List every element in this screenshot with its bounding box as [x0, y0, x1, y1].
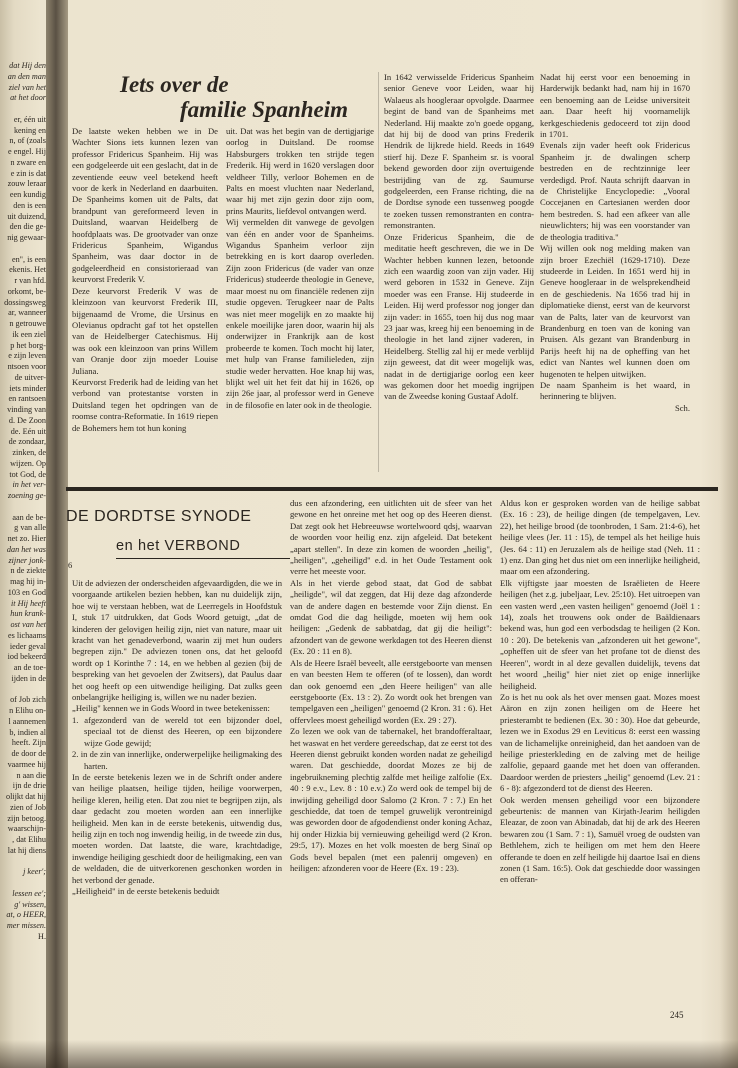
- paragraph: Zo lezen we ook van de tabernakel, het brandofferaltaar, het waswat en het verdere gereedschap, dat ze eerst tot des Heeren dienst gebruikt konden worden nadat ze geheiligd waren. Dat geschiedde, doordat Mozes ze bij de ingebruikneming plechtig zalfde met heilige zalfolie (Ex. 40 : 9 e.v., Lev. 8 : 10 e.v.) Zo werd ook de tempel bij de inwijding geheiligd door Salomo (2 Kron. 7 : 7.) En het geschiedde, dat toen de tempel gruwelijk verontreinigd was geworden door de afgodendienst onder koning Achaz, hij onder Hizkia bij vernieuwing geheiligd werd (2 Kron. 29:5, 17). Mozes en het volk moesten de berg Sinaï op Gods bevel bepalen (met een palenrij omgeven) en heiligen: afzonderen voor de Heere (Ex. 19 : 23).: [290, 726, 492, 873]
- previous-page-edge: [0, 60, 46, 960]
- margin-fragment: vinding van: [7, 405, 46, 414]
- margin-fragment: zijner jonk-: [8, 555, 46, 565]
- margin-fragment: p het borg-: [10, 340, 46, 350]
- paragraph: Wij vermelden dit vanwege de gevolgen van één en ander voor de Spanheims. Wigandus Spanheim verloor zijn betrekking en is kort daarop overleden. Zijn zoon Fridericus (de vader van onze Fridericus) studeerde theologie in Geneve, maar moest nu om financiële redenen zijn studie opgeven. Terugkeer naar de Palts was niet meer mogelijk en zo maakte hij enkele moeilijke jaren door, waarin hij als onderwijzer in Frankrijk aan de kost probeerde te komen. Toch mocht hij later, met hulp van Franse familieleden, zijn studie weder hervatten. Hoe knap hij was, blijkt wel uit het feit dat hij in 1626, op zijn 26e jaar, al professor werd in Geneve in de filosofie en later ook in de theologie.: [226, 217, 374, 410]
- column-divider: [378, 72, 379, 472]
- paragraph: Ook werden mensen geheiligd voor een bijzondere gebeurtenis: de mannen van Kirjath-Jearim heiligden Eleazar, de zoon van Abinadab, dat hij de ark des Heeren bewaren zou (1 Sam. 7 : 1), Samuël vroeg de oudsten van Bethlehem, zich te heiligen om met hem den Heere offerande te doen en zelf heiligde hij daartoe Isaï en diens zonen (1 Sam. 16:5). Ook dat geschiedde door wassingen en offeran-: [500, 794, 700, 885]
- spanheim-column-1: [72, 126, 218, 434]
- paragraph: dus een afzondering, een uitlichten uit de sfeer van het gewone en het onreine met het oog op des Heeren dienst. Dat zegt ook het Hebreeuwse wortelwoord qdsj, waarvan de woorden voor heilig enz. zijn afgeleid. Dat betekent „apart stellen". In deze zin komen de woorden „heilig", „heiligen", „geheiligd" e.d. in het Oude Testament ook verre het meeste voor.: [290, 498, 492, 577]
- spanheim-title-line1: Iets over de: [120, 72, 229, 97]
- margin-fragment: b, indien al: [9, 727, 46, 737]
- page-number: 245: [670, 1010, 684, 1020]
- dordt-subtitle: en het VERBOND: [116, 538, 241, 554]
- margin-fragment: ziel van het: [8, 82, 46, 92]
- margin-fragment: er, één uit: [13, 114, 46, 124]
- margin-fragment: mag hij in-: [10, 577, 46, 586]
- subtitle-underline: [116, 558, 290, 559]
- installment-number: 6: [68, 560, 73, 570]
- margin-fragment: orkomt, be-: [7, 286, 46, 296]
- margin-fragment: en", is een: [11, 254, 46, 264]
- margin-fragment: d. De Zoon: [8, 415, 46, 425]
- margin-fragment: en rantsoen: [8, 394, 46, 404]
- spanheim-column-3: [384, 72, 534, 403]
- dordt-column-3: [500, 498, 700, 886]
- margin-fragment: an de toe-: [13, 663, 46, 672]
- margin-fragment: nig gewaar-: [7, 233, 46, 242]
- margin-fragment: of Job zich: [10, 695, 46, 705]
- margin-fragment: den is een: [13, 200, 46, 210]
- margin-fragment: ntsoen voor: [7, 362, 46, 371]
- paragraph: „Heiligheid" in de eerste betekenis beduidt: [72, 885, 220, 896]
- margin-fragment: at, o HEER,: [6, 910, 46, 920]
- margin-fragment: g van alle: [14, 523, 46, 533]
- list-item: 1. afgezonderd van de wereld tot een bijzonder doel, speciaal tot de dienst des Heeren, op een bijzondere wijze Gode gewijd;: [72, 714, 282, 748]
- margin-fragment: tot God, de: [9, 469, 46, 479]
- margin-fragment: in het ver-: [12, 480, 46, 490]
- paragraph: Elk vijftigste jaar moesten de Israëlieten de Heere heiligen (het z.g. jubeljaar, Lev. 25:10). Het uitroepen van een vasten werd „een vasten heiligen" genoemd (Joël 1 : 14), zoals het trouwens ook onder de Baäldienaars bekend was, hun god een verbodsdag te heiligen (2 Kon. 10 : 20). De betekenis van „afzonderen uit het gewone", „opheffen uit de sfeer van het profane tot de dienst des Heeren", wordt in al deze gevallen duidelijk, tevens dat het woord „heilig" hier niet ziet op enige innerlijke heiligheid.: [500, 577, 700, 691]
- paragraph: uit. Dat was het begin van de dertigjarige oorlog in Duitsland. De roomse Habsburgers trokken ten strijde tegen Frederik. Hij werd in 1620 verslagen door veldheer Tilly, verloor Bohemen en de Palts en moest vluchten naar Nederland, waar hij met zijn gezin door zijn oom, prins Maurits, liefdevol ontvangen werd.: [226, 126, 374, 216]
- margin-fragment: H.: [38, 931, 46, 941]
- margin-fragment: n, of (zoals: [9, 136, 46, 146]
- margin-fragment: ieder geval: [9, 641, 46, 651]
- paragraph: In 1642 verwisselde Fridericus Spanheim senior Geneve voor Leiden, waar hij Walaeus als hoogleraar opvolgde. Daarmee begint de band van de Spanheims met Nederland. Hij maakte zo'n goede opgang, dat hij bij de dood van prins Frederik Hendrik de lijkrede hield. Reeds in 1649 stierf hij. Deze F. Spanheim sr. is vooral bekend geworden door zijn overtuigende bestrijding van de zg. Saumurse godgeleerden, een Franse richting, die na de Dordtse synode een tussenweg poogde te zoeken tussen remonstranten en contra-remonstranten.: [384, 72, 534, 231]
- margin-fragment: e zin is dat: [10, 168, 46, 178]
- margin-fragment: de zondaar,: [8, 437, 46, 447]
- margin-fragment: den die ge-: [9, 222, 46, 232]
- margin-fragment: zien of Job: [10, 802, 46, 812]
- margin-fragment: g' wissen,: [14, 899, 46, 909]
- margin-fragment: vaarmee hij: [7, 759, 46, 769]
- margin-fragment: e engel. Hij: [8, 147, 46, 156]
- paragraph: Als in het vierde gebod staat, dat God de sabbat „heiligde", wil dat zeggen, dat Hij deze dag afzonderde van de andere dagen en bestemde voor Zijn dienst. En omdat God die dag heiligde, moeten wij hem ook heiligen: „Gedenk de sabbatdag, dat gij die heiligt": afzondert van de gewone werkdagen tot des Heeren dienst (Ex. 20 : 11 en 8).: [290, 577, 492, 657]
- margin-fragment: dossingsweg: [4, 297, 46, 307]
- margin-fragment: heeft. Zijn: [11, 738, 46, 748]
- paragraph: Aldus kon er gesproken worden van de heilige sabbat (Ex. 16 : 23), de heilige dingen (de tempelgaven, Lev. 22), het heilige brood (de toonbroden, 1 Sam. 21:4-6), het heilige vlees (Jer. 11 : 15), de tempel als het heilige huis (Jes. 64 : 11) en Jeruzalem als de heilige stad (Neh. 11 : 1) enz. Dan ging het dus niet om een innerlijke heiligheid, maar om een afzondering.: [500, 498, 700, 577]
- margin-fragment: ik een ziel: [12, 329, 46, 339]
- paragraph: Uit de adviezen der onderscheiden afgevaardigden, die we in voorgaande artikelen bezien hebben, kan nu duidelijk zijn, hoe wij te verstaan hebben, wat de Leerregels in Hoofdstuk I, stuk 17 uitdrukken, dat Gods Woord getuigt, „dat de kinderen der gelovigen heilig zijn, niet van nature, maar uit kracht van het genadeverbond, waarin zij met hun ouders begrepen zijn." De adviezen tonen ons, dat het geloofd wordt op 1 Korinthe 7 : 14, en we hebben al gezien (bij de bespreking van het gevoelen der Zwitsers), dat Paulus daar het oog heeft op een uitwendige heiliging. Dat zulks geen onbelangrijke heiliging is, willen we nu nader bezien.: [72, 578, 282, 703]
- bottom-shadow: [0, 1040, 738, 1068]
- margin-fragment: aan de be-: [12, 512, 46, 522]
- margin-fragment: de door de: [11, 749, 46, 758]
- paragraph: Onze Fridericus Spanheim, die de meditatie heeft geschreven, die we in De Wachter hebben kunnen lezen, betoonde zich een waardig zoon van zijn vader. Hij werd geboren in 1532 in Geneve. Zijn moeder was een Franse. Hij studeerde in Leiden. Hij werd professor nog jonger dan zijn vader: in 1655, toen hij dus nog maar 23 jaar was, kreeg hij een benoeming in de theologie in het land zijner vaderen, in Heidelberg. Stellig zal hij er mede verblijd zijn geweest, dat dit weer mogelijk was, nadat in de dertigjarige oorlog een keer was gekomen door het moedig ingrijpen van de Zweedse koning Gustaaf Adolf.: [384, 231, 534, 402]
- margin-fragment: kening en: [13, 125, 46, 135]
- dordt-title: DE DORDTSE SYNODE: [66, 508, 252, 525]
- margin-fragment: n getrouwe: [9, 319, 46, 328]
- margin-fragment: zoening ge-: [8, 491, 46, 500]
- margin-fragment: ar, wanneer: [8, 308, 46, 318]
- paragraph: „Heilig" kennen we in Gods Woord in twee betekenissen:: [72, 703, 270, 714]
- margin-fragment: lat hij diens: [7, 845, 46, 855]
- paragraph: Keurvorst Frederik had de leiding van het verbond van protestantse vorsten in Duitsland tegen het opdringen van de roomse contra-Reformatie. In 1619 riepen de Bohemers hem tot hun koning: [72, 376, 218, 433]
- paragraph: Deze keurvorst Frederik V was de kleinzoon van keurvorst Frederik III, bijgenaamd de Vrome, die Ursinus en Olevianus opdracht gaf tot het opstellen van de Heidelberger Catechismus. Hij was ook een kleinzoon van prins Willem van Oranje door zijn moeder Louise Juliana.: [72, 285, 218, 376]
- list-item: 2. in de zin van innerlijke, onderwerpelijke heiligmaking des harten.: [72, 749, 282, 771]
- margin-fragment: 103 en God: [7, 587, 46, 597]
- margin-fragment: zinken, de: [12, 448, 46, 457]
- margin-fragment: hun krank-: [10, 609, 46, 619]
- margin-fragment: at het door: [10, 93, 46, 103]
- margin-fragment: ijn de drie: [12, 781, 46, 791]
- paragraph: Evenals zijn vader heeft ook Fridericus Spanheim jr. de dwalingen scherp bestreden en de rechtzinnige leer verdedigd. Prof. Nauta schrijft daarvan in de Christelijke Encyclopedie: „Vooral Coccejanen en Cartesianen werden door hem bestreden. S. had een afkeer van alle nieuwlichters; hij was een voorstander van de theologia traditiva.": [540, 140, 690, 242]
- margin-fragment: e zijn leven: [8, 351, 46, 361]
- margin-fragment: l aannemen: [8, 716, 46, 726]
- margin-fragment: n zware en: [10, 157, 46, 167]
- margin-fragment: n Elihu on-: [9, 706, 46, 715]
- signature: Sch.: [674, 402, 690, 413]
- margin-fragment: dat Hij den: [9, 61, 46, 70]
- margin-fragment: an den man: [7, 71, 46, 81]
- spanheim-title-line2: familie Spanheim: [180, 97, 349, 122]
- paragraph: De naam Spanheim is het waard, in herinnering te blijven.: [540, 379, 690, 402]
- paragraph: Nadat hij eerst voor een benoeming in Harderwijk bedankt had, nam hij in 1670 een benoeming aan de Leidse universiteit aan. Daar heeft hij voornamelijk kerkgeschiedenis gedoceerd tot zijn dood in 1701.: [540, 72, 690, 140]
- paragraph: Wij willen ook nog melding maken van zijn broer Ezechiël (1629-1710). Deze studeerde in Leiden. In 1651 werd hij in Geneve hoogleraar in de welsprekendheid en de geschiedenis. Na 1656 trad hij in diplomatieke dienst, eerst van de keurvorst van de Palts, later van de keurvorst van Brandenburg en toen van de koning van Pruisen. Als gezant van Brandenburg in Parijs heeft hij na de opheffing van het edict van Nantes wel kunnen doen om hugenoten te helpen uitwijken.: [540, 243, 690, 379]
- margin-fragment: ijden in de: [11, 673, 46, 683]
- section-rule: [66, 487, 718, 491]
- margin-fragment: een kundig: [9, 190, 46, 199]
- margin-fragment: lessen ee';: [12, 888, 46, 898]
- margin-fragment: de uitver-: [14, 372, 46, 382]
- margin-fragment: n aan die: [16, 770, 46, 780]
- margin-fragment: olijkt dat hij: [5, 792, 46, 801]
- margin-fragment: , dat Elihu: [12, 835, 46, 844]
- margin-fragment: zijn betoog.: [7, 813, 46, 823]
- margin-fragment: es lichaams: [8, 630, 46, 640]
- margin-fragment: iets minder: [9, 383, 46, 393]
- margin-fragment: waarschijn-: [7, 824, 46, 834]
- binding-gutter: [46, 0, 68, 1068]
- margin-fragment: r van hfd.: [14, 276, 46, 285]
- margin-fragment: dan het was: [6, 544, 46, 554]
- paragraph: Zo is het nu ook als het over mensen gaat. Mozes moest Aäron en zijn zonen heiligen om de Heere het priesterambt te bedienen (Ex. 30 : 30). Hoe dat gebeurde, lezen we in Exodus 29 en Leviticus 8: eerst een wassing van de lichamelijke onreinigheid, dan het aandoen van de heilige priesterkleding en de zalving met de heilige zalfolie, gepaard gaande met het doen van offeranden. Daardoor werden de priesters „heilig" genoemd (Lev. 21 : 6 - 8): afgezonderd tot de dienst des Heeren.: [500, 691, 700, 794]
- spanheim-column-2: [226, 126, 374, 411]
- margin-fragment: it Hij heeft: [10, 598, 46, 608]
- margin-fragment: uit duizend,: [7, 211, 46, 221]
- spanheim-column-4: [540, 72, 690, 414]
- margin-fragment: zouw leraar: [7, 179, 46, 189]
- dordt-column-2: [290, 498, 492, 874]
- margin-fragment: ost van het: [10, 620, 46, 629]
- margin-fragment: mer missen.: [6, 921, 46, 930]
- margin-fragment: iod bekeerd: [7, 652, 46, 662]
- margin-fragment: de. Eén uit: [10, 426, 46, 436]
- paragraph: De laatste weken hebben we in De Wachter Sions iets kunnen lezen van professor Fridericus Spanheim. Hij was een godgeleerde uit een geslacht, dat in de zeventiende eeuw veel betekend heeft voor de kerk in Nederland en daarbuiten. De Spanheims komen uit de Palts, dat brandpunt van gereformeerd leven in Duitsland, waarvan Heidelberg de hoofdplaats was. De grootvader van onze Fridericus Spanheim, Wigandus Spanheim, was daar doctor in de godgeleerdheid en consistorieraad van keurvorst Frederik V.: [72, 126, 218, 285]
- margin-fragment: n de ziekte: [10, 566, 46, 576]
- margin-fragment: ekenis. Het: [9, 265, 46, 275]
- dordt-column-1: [72, 578, 282, 897]
- margin-fragment: wijzen. Op: [10, 458, 46, 468]
- margin-fragment: net zo. Hier: [7, 534, 46, 543]
- margin-fragment: j keer';: [23, 867, 46, 877]
- paragraph: In de eerste betekenis lezen we in de Schrift onder andere van heilige plaatsen, heilige tijden, heilige voorwerpen, heilige kleren, heilig eten. Dat zou niet te begrijpen zijn, als daar gedacht zou moeten worden aan een innerlijke heiligheid. Men kan in de eerste betekenis, uitwendig dus, heilig zijn en toch nog inwendig heilig, in de tweede zin dus, moeten worden. Dat laatste, die ware, krachtdadige, inwendige heiliging geschiedt door de heiligmaking, een van de weldaden, die de uitverkorenen geschonken worden in het verbond der genade.: [72, 771, 282, 885]
- paragraph: Als de Heere Israël beveelt, alle eerstgeboorte van mensen en van beesten Hem te offeren (of te lossen), dan wordt dan ook genoemd een „den Heere heiligen" van alle eerstgeboorte (Ex. 13 : 2). Zo wordt ook het brengen van tempelgaven een „heiligen" genoemd (2 Kron. 31 : 6). Het offervlees moest geheiligd worden (Ex. 29 : 27).: [290, 657, 492, 725]
